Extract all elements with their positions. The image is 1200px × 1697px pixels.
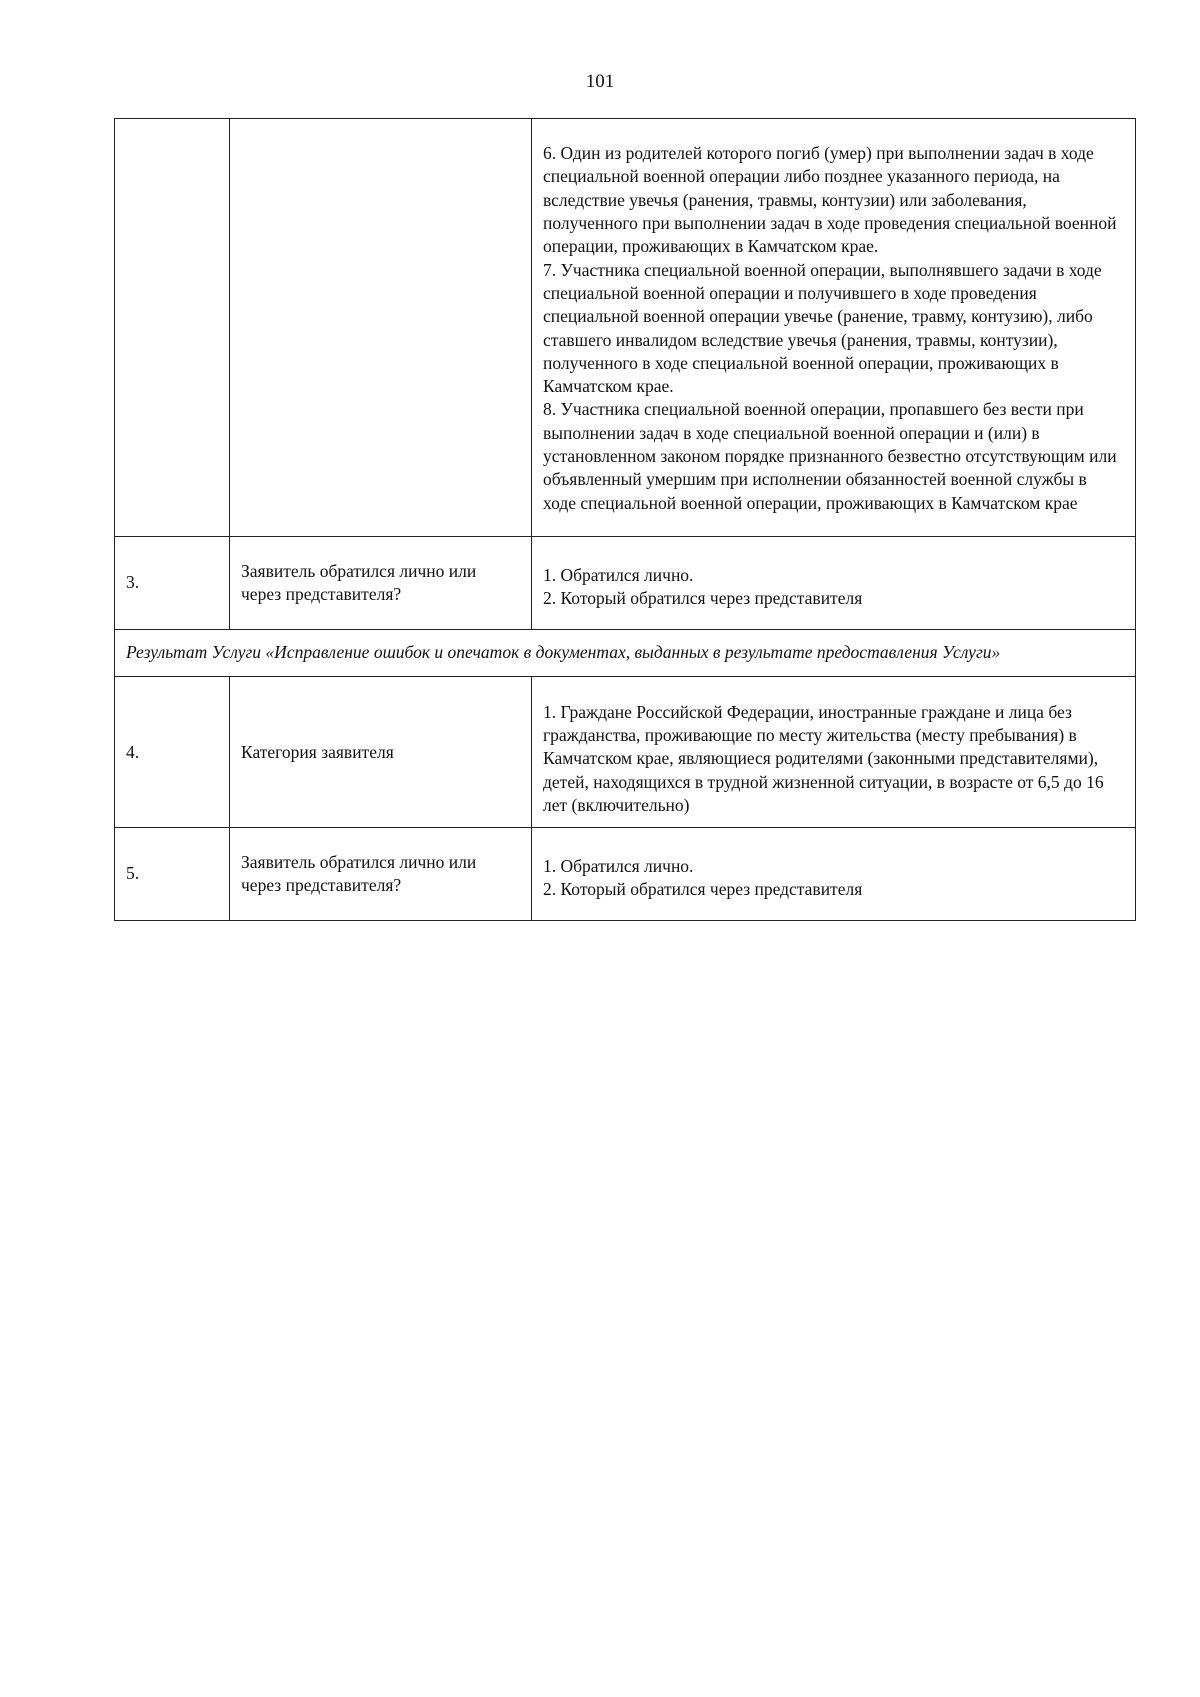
row-number-cell: 4. (115, 677, 230, 828)
answer-item: 2. Который обратился через представителя (543, 879, 863, 899)
question-cell: Заявитель обратился лично или через представителя? (230, 537, 532, 630)
row-number-cell: 5. (115, 828, 230, 921)
question-cell: Категория заявителя (230, 677, 532, 828)
answer-item: 2. Который обратился через представителя (543, 588, 863, 608)
row-number-cell: 3. (115, 537, 230, 630)
table-row (115, 119, 1136, 537)
answer-item: 1. Обратился лично. (543, 564, 694, 585)
table-row (115, 537, 1136, 630)
answer-item: 6. Один из родителей которого погиб (умер) при выполнении задач в ходе специальной военной операции либо позднее указанного периода, на вследствие увечья (ранения, травмы, контузии) или заболевания, полученного при выполнении задач в ходе проведения специальной военной операции, проживающих в Камчатском крае. (543, 143, 1117, 257)
section-title: Результат Услуги «Исправление ошибок и опечаток в документах, выданных в результате предоставления Услуги» (115, 630, 1136, 677)
answers-cell (532, 119, 1136, 537)
answer-item: 7. Участника специальной военной операции, выполнявшего задачи в ходе специальной военной операции и получившего в ходе проведения специальной военной операции увечье (ранение, травму, контузию), либо ставшего инвалидом вследствие увечья (ранения, травмы, контузии), полученного в ходе специальной военной операции, проживающих в Камчатском крае. (543, 259, 1102, 397)
criteria-table (114, 118, 1136, 921)
answers-cell (532, 677, 1136, 828)
section-row (115, 630, 1136, 677)
answer-item: 1. Обратился лично. (543, 855, 694, 876)
table-row (115, 828, 1136, 921)
question-cell: Заявитель обратился лично или через представителя? (230, 828, 532, 921)
table-row (115, 677, 1136, 828)
answers-cell (532, 537, 1136, 630)
answer-item: 1. Граждане Российской Федерации, иностранные граждане и лица без гражданства, проживающие по месту жительства (месту пребывания) в Камчатском крае, являющиеся родителями (законными представителями), детей, находящихся в трудной жизненной ситуации, в возрасте от 6,5 до 16 лет (включительно) (543, 701, 1104, 815)
answer-item: 8. Участника специальной военной операции, пропавшего без вести при выполнении задач в ходе специальной военной операции и (или) в установленном законом порядке признанного безвестно отсутствующим или объявленный умершим при исполнении обязанностей военной службы в ходе специальной военной операции, проживающих в Камчатском крае (543, 399, 1117, 513)
page-number: 101 (585, 71, 615, 92)
answers-cell (532, 828, 1136, 921)
question-cell (230, 119, 532, 537)
row-number-cell (115, 119, 230, 537)
